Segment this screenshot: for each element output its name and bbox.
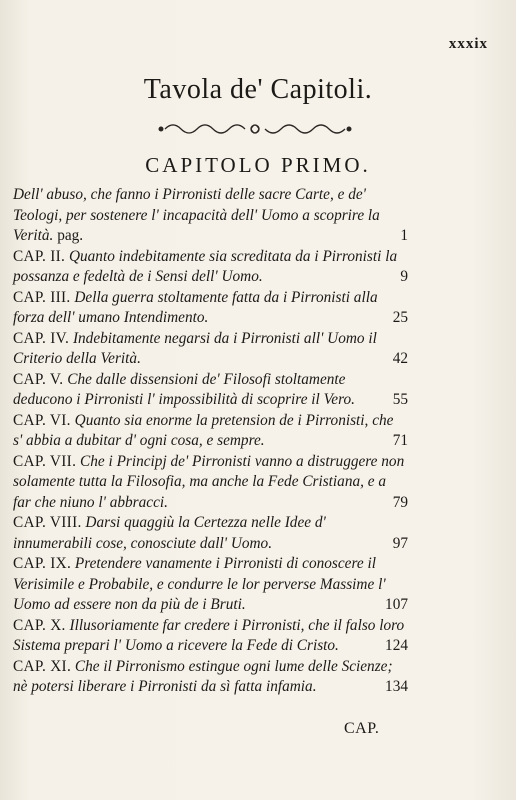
toc-chapter-number: CAP. VII.: [13, 452, 77, 470]
toc-entry-text: Che dalle dissensioni de' Filosofi stoltamente deducono i Pirronisti l' impossibilità di scoprire il Vero.: [13, 370, 355, 408]
toc-chapter-number: CAP. V.: [13, 370, 64, 388]
toc-entry: [13, 657, 406, 698]
toc-entry: [13, 329, 406, 370]
toc-page-label: pag.: [57, 227, 84, 244]
toc-chapter-number: CAP. VI.: [13, 411, 71, 429]
toc-entry: [13, 452, 406, 514]
toc-entry-text: Illusoriamente far credere i Pirronisti, che il falso loro Sistema prepari l' Uomo a ricevere la Fede di Cristo.: [13, 616, 405, 654]
toc-entry: [13, 247, 406, 288]
toc-entry-text: Che i Principj de' Pirronisti vanno a distruggere non solamente tutta la Filosofia, ma anche la Fede Cristiana, e a far che niuno l' abbracci.: [13, 452, 405, 511]
toc-entry: [13, 554, 406, 616]
toc-chapter-number: CAP. VIII.: [13, 514, 82, 531]
toc-entry: [13, 185, 406, 247]
toc-page-number: 25: [392, 309, 408, 326]
catchword: CAP.: [344, 720, 380, 737]
toc-chapter-number: CAP. II.: [13, 247, 66, 265]
chapter-heading: CAPITOLO PRIMO.: [145, 153, 371, 177]
toc-entry-text: Darsi quaggiù la Certezza nelle Idee d' innumerabili cose, conosciute dall' Uomo.: [13, 514, 326, 552]
toc-chapter-number: CAP. XI.: [13, 657, 72, 675]
toc-page-number: 1: [400, 227, 408, 244]
toc-entry-text: Della guerra stoltamente fatta da i Pirronisti alla forza dell' umano Intendimento.: [13, 288, 378, 326]
toc-chapter-number: CAP. IV.: [13, 329, 70, 347]
toc-entry: [13, 513, 406, 554]
toc-page-number: 79: [392, 493, 408, 511]
toc-entry-text: Indebitamente negarsi da i Pirronisti all' Uomo il Criterio della Verità.: [13, 329, 377, 367]
toc-chapter-number: CAP. IX.: [13, 555, 72, 572]
toc-entry: [13, 370, 406, 411]
toc-entry-text: Pretendere vanamente i Pirronisti di conoscere il Verisimile e Probabile, e condurre le lor perverse Massime l' Uomo ad essere non da più de i Bruti.: [13, 555, 386, 613]
toc-page-number: 9: [400, 268, 408, 285]
toc-chapter-number: CAP. X.: [13, 616, 66, 634]
table-of-contents: [13, 185, 406, 698]
page-folio: xxxix: [448, 36, 488, 52]
toc-page-number: 97: [392, 534, 408, 552]
toc-entry-text: Quanto indebitamente sia screditata da i Pirronisti la possanza e fedeltà de i Sensi dell' Uomo.: [13, 247, 398, 285]
toc-page-number: 55: [392, 391, 408, 408]
toc-entry-text: Dell' abuso, che fanno i Pirronisti delle sacre Carte, e de' Teologi, per sostenere l' incapacità dell' Uomo a scoprire la Verità.: [13, 186, 380, 244]
toc-entry: [13, 411, 406, 452]
ornament-icon: [155, 119, 355, 139]
toc-page-number: 134: [385, 678, 408, 695]
toc-page-number: 71: [392, 432, 408, 449]
toc-entry: [13, 616, 406, 657]
toc-page-number: 124: [385, 637, 408, 654]
toc-page-number: 107: [385, 596, 408, 613]
page-title: Tavola de' Capitoli.: [143, 74, 373, 105]
toc-chapter-number: CAP. III.: [13, 288, 71, 306]
toc-entry: [13, 288, 406, 329]
toc-entry-text: Quanto sia enorme la pretension de i Pirronisti, che s' abbia a dubitar d' ogni cosa, e sempre.: [13, 411, 394, 449]
toc-page-number: 42: [392, 350, 408, 367]
toc-entry-text: Che il Pirronismo estingue ogni lume delle Scienze; nè potersi liberare i Pirronisti da sì fatta infamia.: [13, 657, 393, 695]
